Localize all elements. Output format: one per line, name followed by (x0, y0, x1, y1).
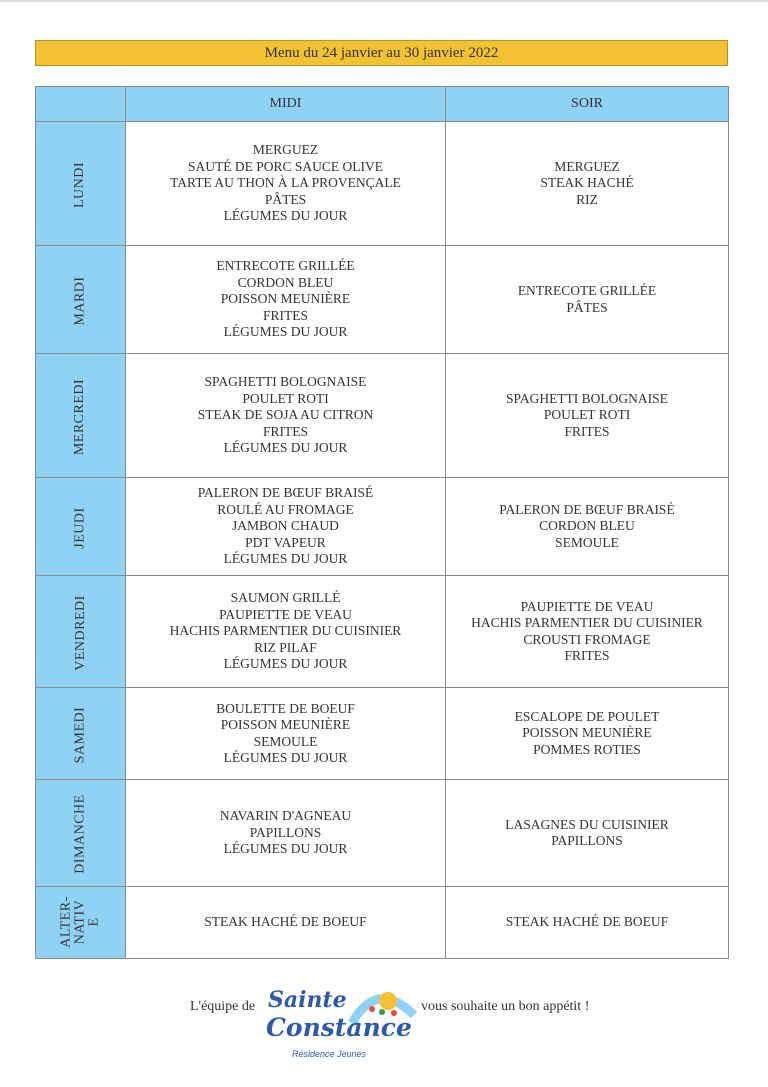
day-label: SAMEDI (72, 706, 88, 763)
dish-item: SEMOULE (555, 534, 619, 550)
midi-cell (126, 246, 446, 354)
footer-right-text: vous souhaite un bon appétit ! (421, 999, 590, 1014)
dish-item: FRITES (262, 307, 308, 323)
dish-item: ENTRECOTE GRILLÉE (216, 258, 355, 274)
midi-cell (126, 887, 446, 959)
day-label-cell (36, 688, 126, 780)
soir-cell (446, 246, 729, 354)
day-label-cell (36, 887, 126, 959)
dish-item: SPAGHETTI BOLOGNAISE (204, 374, 367, 390)
dish-item: TARTE AU THON À LA PROVENÇALE (170, 175, 401, 191)
dish-item: POMMES ROTIES (533, 741, 641, 757)
soir-cell (446, 887, 729, 959)
dish-item: CROUSTI FROMAGE (523, 631, 651, 647)
midi-cell (126, 688, 446, 780)
dish-item: JAMBON CHAUD (232, 518, 339, 534)
day-label: MERCREDI (72, 378, 88, 455)
dish-item: POISSON MEUNIÈRE (220, 291, 351, 307)
dish-item: POULET ROTI (242, 390, 329, 406)
header-corner (36, 87, 126, 122)
soir-cell (446, 780, 729, 887)
dish-item: STEAK HACHÉ (540, 175, 634, 191)
menu-row (36, 688, 729, 780)
dish-item: LÉGUMES DU JOUR (223, 841, 348, 857)
menu-row (36, 780, 729, 887)
dish-item: PAUPIETTE DE VEAU (520, 598, 654, 614)
dish-item: LÉGUMES DU JOUR (223, 551, 348, 567)
menu-row (36, 478, 729, 576)
dish-item: FRITES (564, 423, 610, 439)
day-label-cell (36, 354, 126, 478)
dish-item: PÂTES (566, 299, 608, 315)
dish-item: HACHIS PARMENTIER DU CUISINIER (169, 623, 402, 639)
dish-item: NAVARIN D'AGNEAU (219, 808, 352, 824)
footer (0, 985, 768, 1065)
logo-line-1: Sainte (268, 987, 347, 1013)
header-soir: SOIR (446, 87, 729, 122)
dish-item: STEAK DE SOJA AU CITRON (197, 407, 374, 423)
header-midi: MIDI (126, 87, 446, 122)
day-label: JEUDI (72, 506, 88, 549)
soir-cell (446, 576, 729, 688)
dish-item: LASAGNES DU CUISINIER (505, 816, 669, 832)
scan-edge (0, 0, 768, 2)
menu-row (36, 246, 729, 354)
dish-item: POISSON MEUNIÈRE (220, 717, 351, 733)
dish-item: PALERON DE BŒUF BRAISÉ (197, 485, 374, 501)
dish-item: LÉGUMES DU JOUR (223, 324, 348, 340)
dish-item: POULET ROTI (543, 407, 631, 423)
dish-item: BOULETTE DE BOEUF (216, 700, 355, 716)
dish-item: CORDON BLEU (539, 518, 635, 534)
dish-item: PAUPIETTE DE VEAU (219, 606, 352, 622)
dish-item: STEAK HACHÉ DE BOEUF (505, 914, 669, 930)
day-label-cell (36, 576, 126, 688)
dish-item: RIZ (576, 191, 598, 207)
day-label-cell (36, 246, 126, 354)
dish-item: POISSON MEUNIÈRE (522, 725, 652, 741)
dish-item: PDT VAPEUR (245, 534, 326, 550)
menu-row (36, 887, 729, 959)
dish-item: FRITES (262, 423, 308, 439)
dish-item: LÉGUMES DU JOUR (223, 656, 348, 672)
dish-item: ROULÉ AU FROMAGE (217, 501, 354, 517)
sainte-constance-logo (262, 985, 422, 1065)
dish-item: RIZ PILAF (254, 639, 317, 655)
dish-item: HACHIS PARMENTIER DU CUISINIER (471, 615, 703, 631)
dish-item: SEMOULE (253, 733, 318, 749)
menu-body (36, 122, 729, 959)
dish-item: PAPILLONS (551, 833, 623, 848)
footer-left-text: L'équipe de (190, 999, 256, 1014)
day-label: LUNDI (72, 161, 88, 208)
day-label-cell (36, 478, 126, 576)
midi-cell (126, 478, 446, 576)
midi-cell (126, 576, 446, 688)
dish-item: PAPILLONS (249, 824, 322, 840)
midi-cell (126, 780, 446, 887)
dish-item: SPAGHETTI BOLOGNAISE (506, 390, 668, 406)
logo-line-3: Résidence Jeunes (292, 1049, 367, 1059)
dish-item: PALERON DE BŒUF BRAISÉ (499, 501, 675, 517)
dish-item: LÉGUMES DU JOUR (223, 208, 348, 224)
dish-item: ESCALOPE DE POULET (514, 708, 660, 724)
menu-title: Menu du 24 janvier au 30 janvier 2022 (35, 40, 728, 66)
menu-row (36, 122, 729, 246)
midi-cell (126, 122, 446, 246)
day-label: VENDREDI (72, 594, 88, 671)
dish-item: SAUTÉ DE PORC SAUCE OLIVE (187, 158, 383, 174)
day-label-cell (36, 780, 126, 887)
menu-row (36, 354, 729, 478)
soir-cell (446, 688, 729, 780)
day-label: MARDI (72, 275, 88, 326)
midi-cell (126, 354, 446, 478)
dish-item: LÉGUMES DU JOUR (223, 749, 348, 765)
dish-item: LÉGUMES DU JOUR (223, 440, 348, 456)
dish-item: PÂTES (264, 191, 307, 207)
dish-item: ENTRECOTE GRILLÉE (517, 283, 657, 299)
dish-item: CORDON BLEU (237, 274, 334, 290)
soir-cell (446, 354, 729, 478)
dish-item: STEAK HACHÉ DE BOEUF (204, 914, 367, 930)
dish-item: FRITES (564, 647, 610, 663)
logo-line-2: Constance (266, 1013, 412, 1042)
menu-table (35, 86, 729, 959)
day-label-cell (36, 122, 126, 246)
dish-item: SAUMON GRILLÉ (230, 590, 341, 606)
header-row (36, 87, 729, 122)
menu-row (36, 576, 729, 688)
dish-item: MERGUEZ (554, 158, 620, 174)
day-label: DIMANCHE (72, 794, 88, 874)
soir-cell (446, 122, 729, 246)
dish-item: MERGUEZ (252, 142, 319, 158)
day-label: ALTER- NATIV E (58, 896, 102, 948)
soir-cell (446, 478, 729, 576)
